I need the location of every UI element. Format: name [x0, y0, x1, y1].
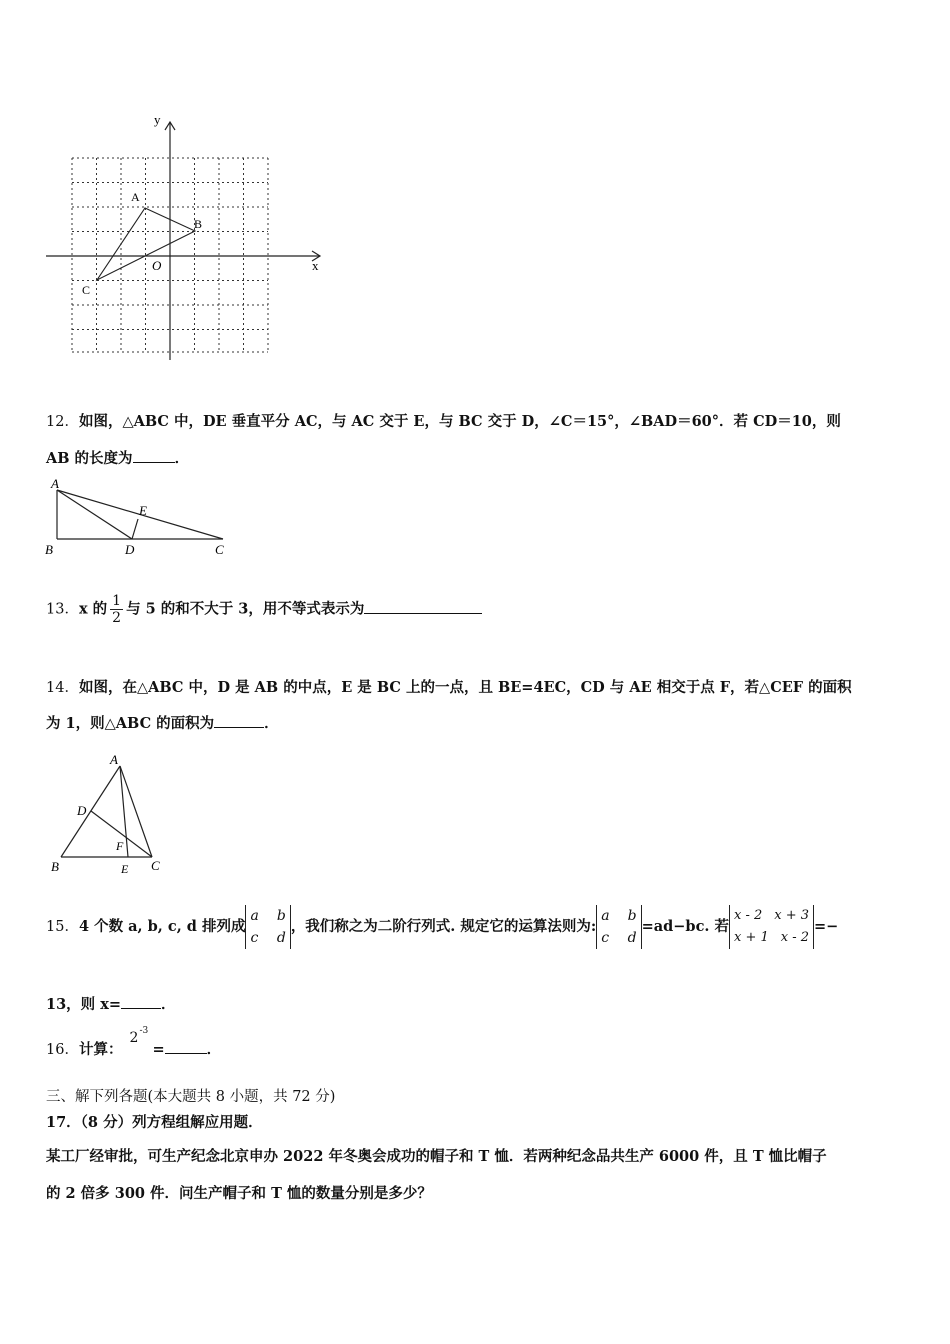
q17-header: 17．（8 分）列方程组解应用题． — [46, 1114, 263, 1131]
q14-triangle-figure — [44, 748, 174, 878]
point-a-label: A — [131, 190, 140, 204]
q12-text: 如图，△ABC 中，DE 垂直平分 AC，与 AC 交于 E，与 BC 交于 D，∠C＝15°，∠BAD＝60°．若 CD＝10，则 — [78, 413, 841, 430]
q13-fraction — [110, 593, 123, 626]
det1-a: a — [250, 908, 259, 924]
q16-line — [46, 1026, 222, 1059]
q14-label-c: C — [151, 858, 160, 873]
det3-d: x - 2 — [780, 930, 810, 945]
q12-label-d: D — [125, 542, 135, 557]
q13-number: 13． — [46, 601, 79, 618]
origin-label: O — [152, 258, 162, 273]
det2-d: d — [627, 930, 637, 946]
q14-line1 — [46, 676, 852, 697]
det3-a: x - 2 — [734, 908, 763, 923]
x-axis-label: x — [312, 258, 319, 273]
q14-label-e: E — [121, 862, 129, 876]
q12-number: 12． — [46, 414, 79, 430]
q15-part1: 4 个数 a, b, c, d 排列成 — [78, 918, 246, 935]
section-3-heading: 三、解下列各题(本大题共 8 小题，共 72 分) — [46, 1089, 336, 1105]
q16-power — [122, 1026, 152, 1054]
q15-determinant-1 — [245, 905, 290, 949]
q14-label-f: F — [116, 839, 124, 853]
q12-line1 — [46, 410, 841, 431]
q14-number: 14． — [46, 680, 79, 696]
q14-answer-suffix: ． — [264, 715, 279, 732]
q15-part4: =− — [814, 918, 839, 935]
y-axis-label: y — [154, 112, 161, 127]
q15-determinant-2 — [596, 905, 641, 949]
q12-answer-blank[interactable] — [133, 450, 175, 463]
q12-label-a: A — [51, 476, 59, 491]
q13-text: 与 5 的和不大于 3，用不等式表示为 — [126, 600, 365, 618]
q14-answer-prefix: 为 1，则△ABC 的面积为 — [46, 715, 215, 732]
q14-text: 如图，在△ABC 中，D 是 AB 的中点，E 是 BC 上的一点，且 BE=4EC，CD 与 AE 相交于点 F，若△CEF 的面积 — [78, 679, 852, 696]
q12-label-c: C — [215, 542, 224, 557]
q14-answer-blank[interactable] — [214, 715, 264, 728]
q14-label-d: D — [77, 803, 87, 818]
det3-b: x + 3 — [774, 908, 810, 923]
q16-number: 16． — [46, 1042, 79, 1058]
q12-answer-suffix: ． — [174, 450, 190, 467]
q15-part2: ，我们称之为二阶行列式. 规定它的运算法则为: — [290, 918, 597, 935]
q15-number: 15． — [46, 919, 79, 935]
det2-c: c — [601, 930, 610, 946]
q15-answer-suffix: ． — [161, 996, 176, 1013]
q15-determinant-3 — [729, 905, 814, 949]
q16-answer-blank[interactable] — [165, 1041, 207, 1054]
q13-answer-blank[interactable] — [364, 601, 482, 614]
det3-c: x + 1 — [734, 930, 769, 945]
point-c-label: C — [82, 283, 91, 297]
det2-a: a — [601, 908, 610, 924]
q15-line1 — [46, 905, 838, 949]
q16-base: 2 — [129, 1030, 139, 1046]
q12-label-b: B — [45, 542, 53, 557]
q15-answer-blank[interactable] — [121, 996, 161, 1009]
q17-line1: 某工厂经审批，可生产纪念北京申办 2022 年冬奥会成功的帽子和 T 恤．若两种纪念品共生产 6000 件，且 T 恤比帽子 — [46, 1148, 827, 1165]
q14-label-b: B — [51, 859, 59, 874]
det2-b: b — [627, 908, 637, 924]
q15-line2 — [46, 993, 176, 1014]
q13-prefix: x 的 — [78, 600, 108, 618]
det1-d: d — [276, 930, 286, 946]
q12-label-e: E — [139, 503, 147, 518]
q14-line2 — [46, 712, 279, 733]
q15-answer-prefix: 13，则 x= — [46, 996, 122, 1013]
q15-part3: =ad−bc. 若 — [641, 918, 729, 935]
q12-line2 — [46, 447, 189, 468]
q16-prefix: 计算： — [78, 1041, 123, 1058]
q12-answer-prefix: AB 的长度为 — [46, 450, 133, 467]
point-b-label: B — [194, 217, 203, 231]
q16-equals: = — [152, 1041, 165, 1058]
q16-exponent: -3 — [139, 1026, 149, 1036]
coordinate-grid-figure — [40, 112, 330, 362]
q13-line — [46, 593, 482, 626]
q16-suffix: ． — [206, 1041, 222, 1058]
q13-frac-num: 1 — [112, 593, 122, 609]
q17-line2: 的 2 倍多 300 件．问生产帽子和 T 恤的数量分别是多少？ — [46, 1185, 432, 1202]
q14-label-a: A — [110, 752, 118, 767]
det1-c: c — [250, 930, 259, 946]
q12-triangle-figure — [40, 474, 240, 560]
q13-frac-den: 2 — [112, 610, 122, 626]
det1-b: b — [276, 908, 286, 924]
